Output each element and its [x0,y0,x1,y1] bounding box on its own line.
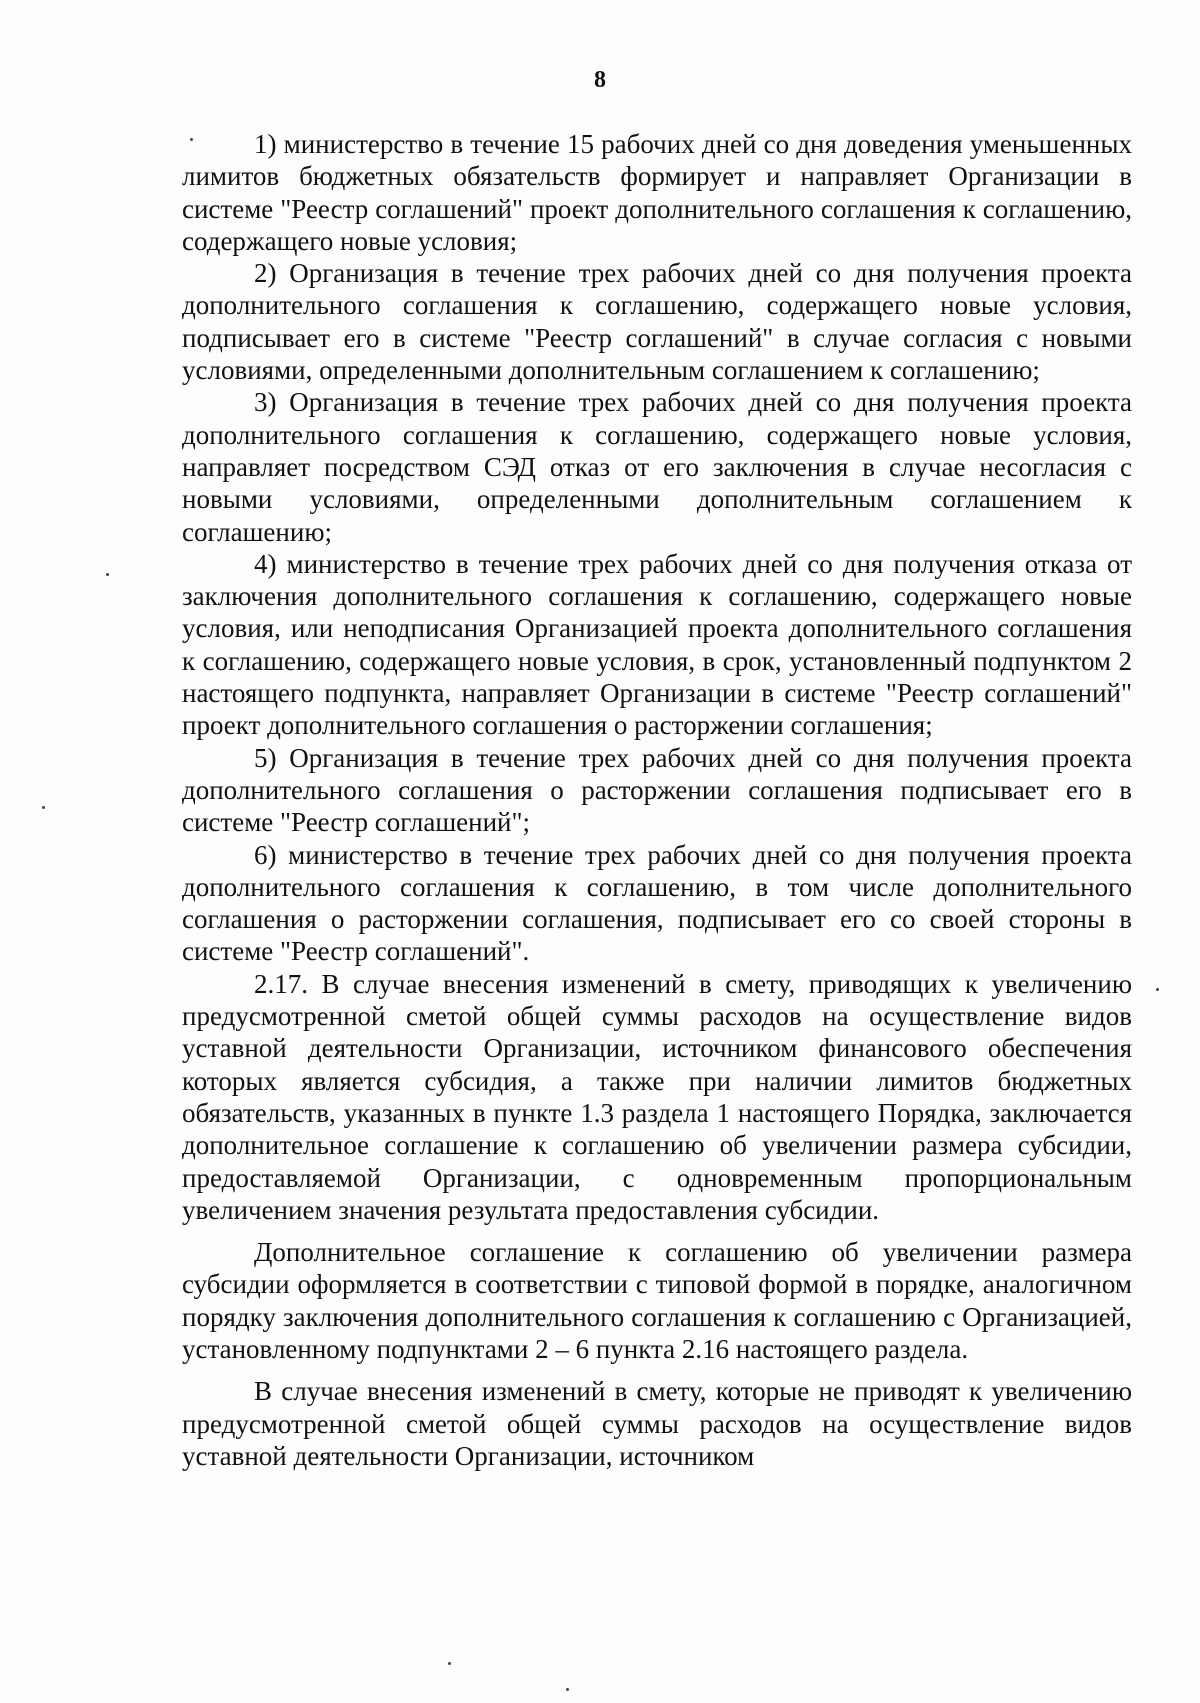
clause-2-17: 2.17. В случае внесения изменений в смету, приводящих к увеличению предусмотренной сметой общей суммы расходов на осуществление видов уставной деятельности Организации, источником финансового обеспечения которых является субсидия, а также при наличии лимитов бюджетных обязательств, указанных в пункте 1.3 раздела 1 настоящего Порядка, заключается дополнительное соглашение к соглашению об увеличении размера субсидии, предоставляемой Организации, с одновременным пропорциональным увеличением значения результата предоставления субсидии. [182,968,1132,1225]
subpoint-6: 6) министерство в течение трех рабочих дней со дня получения проекта дополнительного соглашения к соглашению, в том числе дополнительного соглашения о расторжении соглашения, подписывает его со своей стороны в системе "Реестр соглашений". [182,839,1132,967]
subpoint-5: 5) Организация в течение трех рабочих дней со дня получения проекта дополнительного соглашения о расторжении соглашения подписывает его в системе "Реестр соглашений"; [182,742,1132,838]
scan-speck [42,806,45,809]
subpoint-4: 4) министерство в течение трех рабочих дней со дня получения отказа от заключения дополнительного соглашения к соглашению, содержащего новые условия, или неподписания Организацией проекта дополнительного соглашения к соглашению, содержащего новые условия, в срок, установленный подпунктом 2 настоящего подпункта, направляет Организации в системе "Реестр соглашений" проект дополнительного соглашения о расторжении соглашения; [182,548,1132,741]
subpoint-3: 3) Организация в течение трех рабочих дней со дня получения проекта дополнительного соглашения к соглашению, содержащего новые условия, направляет посредством СЭД отказ от его заключения в случае несогласия с новыми условиями, определенными дополнительным соглашением к соглашению; [182,387,1132,547]
subpoint-2: 2) Организация в течение трех рабочих дней со дня получения проекта дополнительного соглашения к соглашению, содержащего новые условия, подписывает его в системе "Реестр соглашений" в случае согласия с новыми условиями, определенными дополнительным соглашением к соглашению; [182,258,1132,386]
scan-speck [190,138,193,141]
scan-speck [1156,988,1159,991]
paragraph-additional-agreement: Дополнительное соглашение к соглашению об увеличении размера субсидии оформляется в соответствии с типовой формой в порядке, аналогичном порядку заключения дополнительного соглашения к соглашению с Организацией, установленному подпунктами 2 – 6 пункта 2.16 настоящего раздела. [182,1237,1132,1364]
scan-speck [448,1662,451,1665]
scan-speck [106,573,109,576]
subpoint-1: 1) министерство в течение 15 рабочих дней со дня доведения уменьшенных лимитов бюджетных обязательств формирует и направляет Организации в системе "Реестр соглашений" проект дополнительного соглашения к соглашению, содержащего новые условия; [182,129,1132,256]
document-body [182,128,1132,1472]
scan-speck [566,1688,569,1691]
paragraph-estimate-changes: В случае внесения изменений в смету, которые не приводят к увеличению предусмотренной сметой общей суммы расходов на осуществление видов уставной деятельности Организации, источником [182,1376,1132,1471]
page-number: 8 [594,67,606,93]
